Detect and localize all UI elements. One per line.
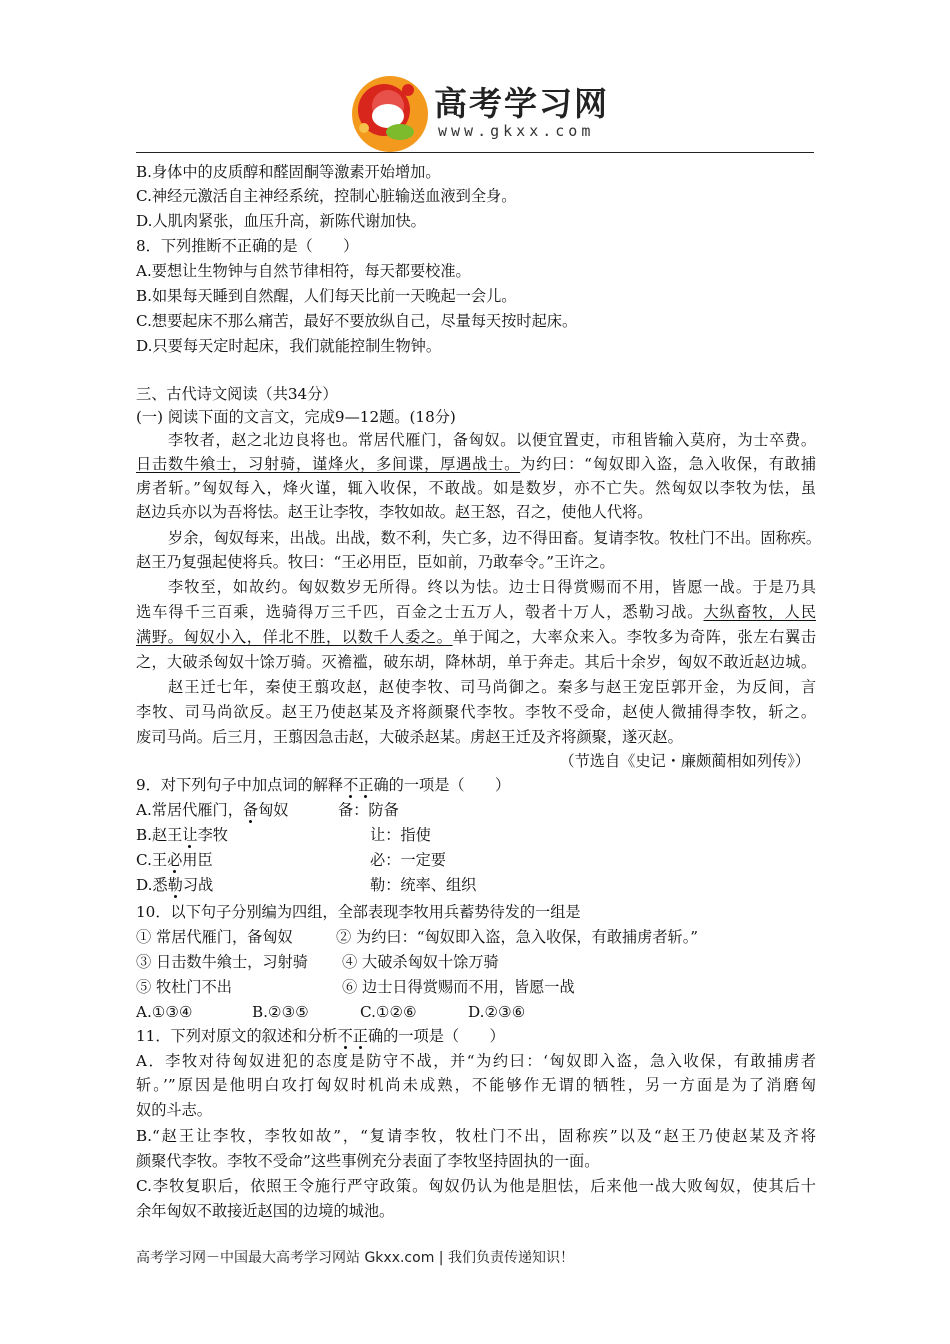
q11-option-a-cont: 斩。’”原因是他明白攻打匈奴时机尚未成熟，不能够作无谓的牺牲，另一方面是为了消磨匈 (136, 1076, 816, 1094)
passage-line: 满野。匈奴小入，佯北不胜，以数千人委之。单于闻之，大率众来入。李牧多为奇阵，张左右翼击 (136, 628, 817, 646)
q10-item-6: ⑥ 边士日得赏赐而不用，皆愿一战 (342, 978, 575, 996)
q9-gloss-a: 备：防备 (338, 801, 399, 819)
passage-line: 之，大破杀匈奴十馀万骑。灭襜褴，破东胡，降林胡，单于奔走。其后十余岁，匈奴不敢近赵边城。 (136, 653, 816, 671)
passage-line: 李牧、司马尚欲反。赵王乃使赵某及齐将颜聚代李牧。李牧不受命，赵使人微捕得李牧，斩之。 (136, 703, 816, 721)
underlined-sentence: 日击数牛飨士，习射骑，谨烽火，多间谍，厚遇战士。 (136, 455, 521, 473)
q10-stem: 10．以下句子分别编为四组，全部表现李牧用兵蓄势待发的一组是 (136, 903, 581, 921)
q8-stem: 8．下列推断不正确的是（ ） (136, 237, 359, 255)
q9-option-b: B.赵王让李牧 (136, 826, 228, 844)
q7-option-d: D.人肌肉紧张，血压升高，新陈代谢加快。 (136, 212, 426, 230)
logo-url: www.gkxx.com (438, 122, 595, 140)
q8-option-d: D.只要每天定时起床，我们就能控制生物钟。 (136, 337, 442, 355)
passage-line: 日击数牛飨士，习射骑，谨烽火，多间谍，厚遇战士。为约曰：“匈奴即入盗，急入收保，有敢捕 (136, 455, 817, 473)
q10-option-a: A.①③④ (136, 1003, 193, 1021)
q11-option-b: B.“赵王让李牧，李牧如故”，“复请李牧，牧杜门不出，固称疾”以及“赵王乃使赵某及齐将 (136, 1127, 816, 1145)
q11-option-b-cont: 颜聚代李牧。李牧不受命”这些事例充分表面了李牧坚持固执的一面。 (136, 1152, 600, 1170)
page-footer: 高考学习网－中国最大高考学习网站 Gkxx.com | 我们负责传递知识！ (136, 1250, 574, 1266)
q8-option-b: B.如果每天睡到自然醒，人们每天比前一天晚起一会儿。 (136, 287, 517, 305)
passage-source: （节选自《史记・廉颇蔺相如列传》） (559, 752, 810, 770)
passage-line: 赵王乃复强起使将兵。牧曰：“王必用臣，臣如前，乃敢奉令。”王许之。 (136, 553, 615, 571)
q11-option-a-cont: 奴的斗志。 (136, 1101, 212, 1119)
passage-line: 选车得千三百乘，选骑得万三千匹，百金之士五万人，彀者十万人，悉勒习战。大纵畜牧，人民 (136, 603, 817, 621)
q9-stem: 9．对下列句子中加点词的解释不正确的一项是（ ） (136, 776, 511, 794)
q11-stem: 11．下列对原文的叙述和分析不正确的一项是（ ） (136, 1027, 505, 1045)
passage-line: 李牧者，赵之北边良将也。常居代雁门，备匈奴。以便宜置吏，市租皆输入莫府，为士卒费。 (168, 431, 816, 449)
q9-gloss-b: 让：指使 (370, 826, 431, 844)
q11-option-a: A．李牧对待匈奴进犯的态度是防守不战，并“为约曰：‘匈奴即入盗，急入收保，有敢捕虏者 (136, 1052, 816, 1070)
passage-line: 废司马尚。后三月，王翦因急击赵，大破杀赵某。虏赵王迁及齐将颜聚，遂灭赵。 (136, 728, 683, 746)
q9-option-a: A.常居代雁门，备匈奴 (136, 801, 289, 819)
q10-option-d: D.②③⑥ (468, 1003, 526, 1021)
logo-mark-icon (348, 70, 432, 154)
passage-line: 岁余，匈奴每来，出战。出战，数不利，失亡多，边不得田畜。复请李牧。牧杜门不出。固称疾。 (168, 529, 822, 547)
q10-item-3: ③ 日击数牛飨士，习射骑 (136, 953, 308, 971)
q10-option-c: C.①②⑥ (360, 1003, 417, 1021)
q11-option-c-cont: 余年匈奴不敢接近赵国的边境的城池。 (136, 1202, 395, 1220)
q11-option-c: C.李牧复职后，依照王令施行严守政策。匈奴仍认为他是胆怯，后来他一战大败匈奴，使其后十 (136, 1177, 816, 1195)
passage-line: 赵边兵亦以为吾将怯。赵王让李牧，李牧如故。赵王怒，召之，使他人代将。 (136, 503, 653, 521)
q9-gloss-c: 必：一定要 (370, 851, 446, 869)
passage-line: 赵王迁七年，秦使王翦攻赵，赵使李牧、司马尚御之。秦多与赵王宠臣郭开金，为反间，言 (168, 678, 816, 696)
underlined-sentence: 满野。匈奴小入，佯北不胜，以数千人委之。 (136, 628, 453, 646)
q10-option-b: B.②③⑤ (252, 1003, 309, 1021)
site-logo[interactable] (348, 70, 618, 160)
q10-item-1: ① 常居代雁门，备匈奴 (136, 928, 293, 946)
q10-item-5: ⑤ 牧杜门不出 (136, 978, 232, 996)
q7-option-b: B.身体中的皮质醇和醛固酮等激素开始增加。 (136, 163, 441, 181)
q7-option-c: C.神经元激活自主神经系统，控制心脏输送血液到全身。 (136, 187, 517, 205)
section-subheading: (一) 阅读下面的文言文，完成9—12题。(18分) (136, 408, 456, 426)
passage-line: 虏者斩。”匈奴每入，烽火谨，辄入收保，不敢战。如是数岁，亦不亡失。然匈奴以李牧为怯，虽 (136, 479, 816, 497)
logo-title: 高考学习网 (434, 84, 609, 123)
section-heading: 三、古代诗文阅读（共34分） (136, 385, 338, 403)
q8-option-a: A.要想让生物钟与自然节律相符，每天都要校准。 (136, 262, 471, 280)
q10-item-4: ④ 大破杀匈奴十馀万骑 (342, 953, 499, 971)
q9-option-d: D.悉勒习战 (136, 876, 214, 894)
q8-option-c: C.想要起床不那么痛苦，最好不要放纵自己，尽量每天按时起床。 (136, 312, 578, 330)
q10-item-2: ② 为约曰：“匈奴即入盗，急入收保，有敢捕虏者斩。” (336, 928, 699, 946)
passage-line: 李牧至，如故约。匈奴数岁无所得。终以为怯。边士日得赏赐而不用，皆愿一战。于是乃具 (168, 578, 816, 596)
q9-option-c: C.王必用臣 (136, 851, 213, 869)
underlined-sentence: 大纵畜牧，人民 (703, 603, 817, 621)
q9-gloss-d: 勒：统率、组织 (370, 876, 477, 894)
header-divider (136, 152, 814, 153)
